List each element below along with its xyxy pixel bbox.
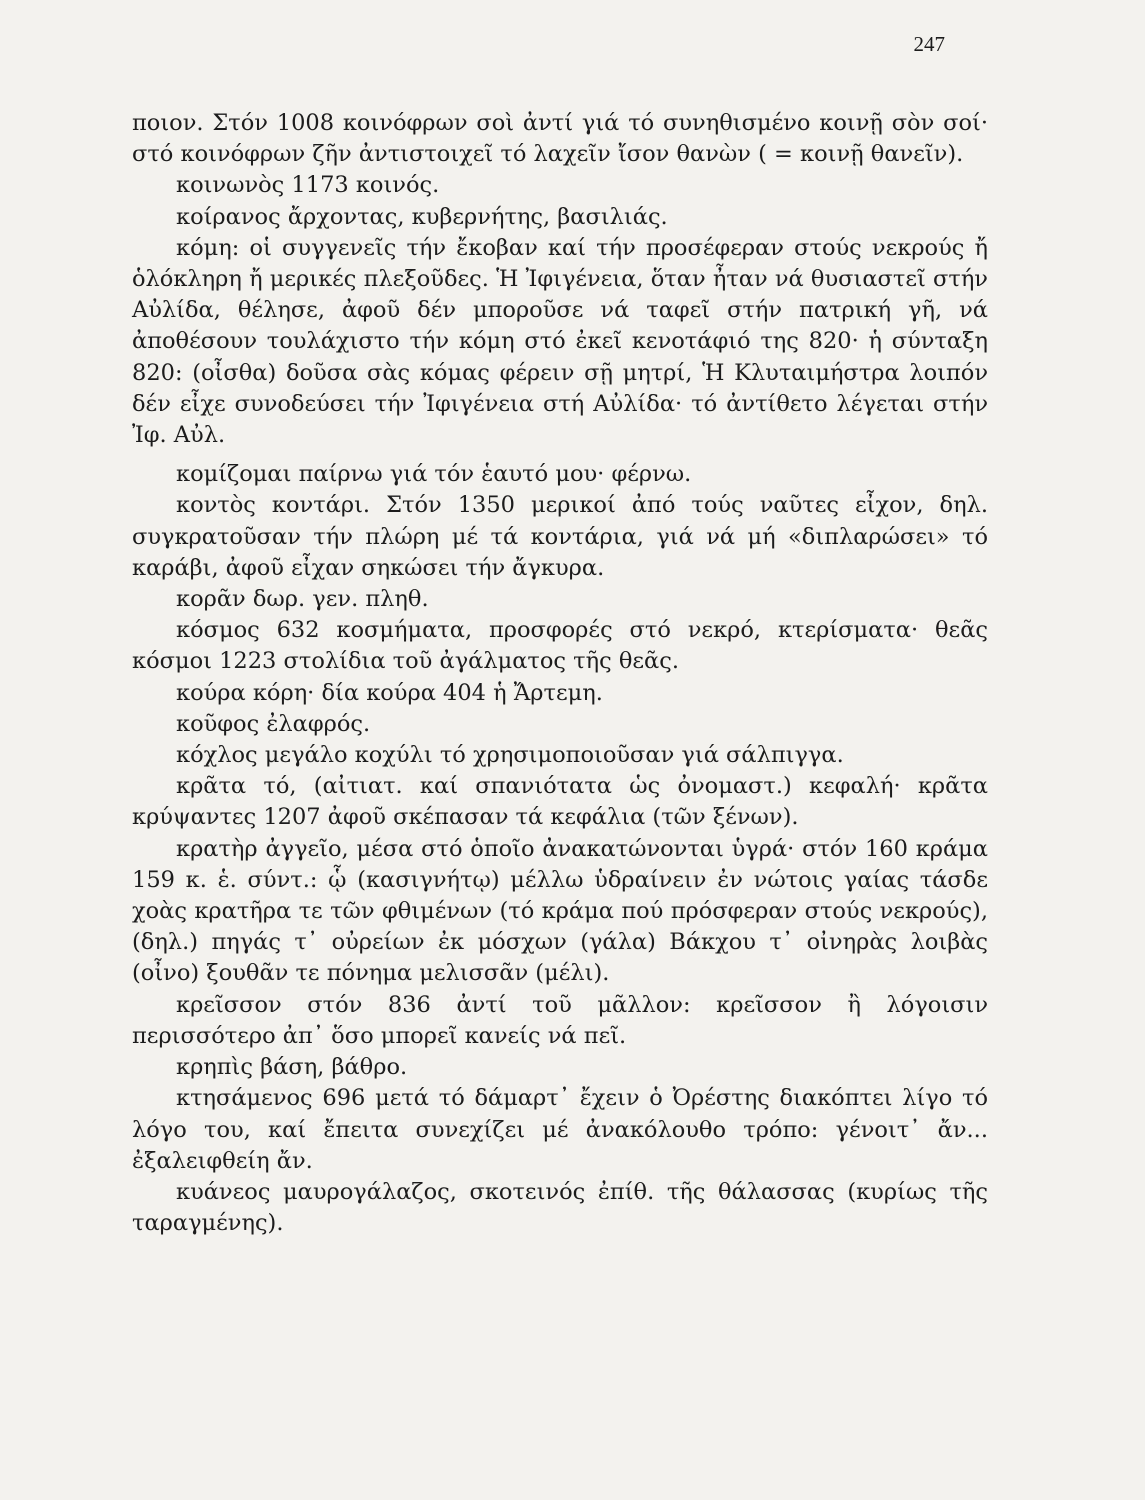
dictionary-entry: κοντὸς κοντάρι. Στόν 1350 μερικοί ἀπό τούς ναῦτες εἶχον, δηλ. συγκρατοῦσαν τήν πλώρη μέ τά κοντάρια, γιά νά μή «διπλαρώσει» τό καράβι, ἀφοῦ εἶχαν σηκώσει τήν ἄγκυρα. <box>132 492 988 581</box>
dictionary-entry: κρηπὶς βάση, βάθρο. <box>176 1054 408 1081</box>
dictionary-entry: κοίρανος ἄρχοντας, κυβερνήτης, βασιλιάς. <box>176 203 668 230</box>
dictionary-entry: κόσμος 632 κοσμήματα, προσφορές στό νεκρό, κτερίσματα· θεᾶς κόσμοι 1223 στολίδια τοῦ ἀγάλματος τῆς θεᾶς. <box>132 617 988 675</box>
dictionary-entry: κρᾶτα τό, (αἰτιατ. καί σπανιότατα ὡς ὀνομαστ.) κεφαλή· κρᾶτα κρύψαντες 1207 ἀφοῦ σκέπασαν τά κεφάλια (τῶν ξένων). <box>132 773 988 831</box>
dictionary-entry: ποιον. Στόν 1008 κοινόφρων σοὶ ἀντί γιά τό συνηθισμένο κοινῇ σὸν σοί· στό κοινόφρων ζῆν ἀντιστοιχεῖ τό λαχεῖν ἴσον θανὼν ( = κοινῇ θανεῖν). <box>132 110 988 168</box>
dictionary-entry: κυάνεος μαυρογάλαζος, σκοτεινός ἐπίθ. τῆς θάλασσας (κυρίως τῆς ταραγμένης). <box>132 1178 988 1237</box>
dictionary-entry: κορᾶν δωρ. γεν. πληθ. <box>176 586 429 613</box>
dictionary-entry: κόμη: οἱ συγγενεῖς τήν ἔκοβαν καί τήν προσέφεραν στούς νεκρούς ἤ ὁλόκληρη ἤ μερικές πλεξοῦδες. Ἡ Ἰφιγένεια, ὅταν ἦταν νά θυσιαστεῖ στήν Αὐλίδα, θέλησε, ἀφοῦ δέν μποροῦσε νά ταφεῖ στήν πατρική γῆ, νά ἀποθέσουν τουλάχιστο τήν κόμη στό ἐκεῖ κενοτάφιό της 820· ἡ σύνταξη 820: (οἶσθα) δοῦσα σὰς κόμας φέρειν σῇ μητρί, Ἡ Κλυταιμήστρα λοιπόν δέν εἶχε συνοδεύσει τήν Ἰφιγένεια στή Αὐλίδα· τό ἀντίθετο λέγεται στήν Ἰφ. Αὐλ. <box>132 234 988 449</box>
dictionary-entry: κόχλος μεγάλο κοχύλι τό χρησιμοποιοῦσαν γιά σάλπιγγα. <box>176 742 844 769</box>
dictionary-entry: κομίζομαι παίρνω γιά τόν ἑαυτό μου· φέρνω. <box>176 461 692 488</box>
dictionary-entry: κοῦφος ἐλαφρός. <box>176 710 371 737</box>
dictionary-entry: κούρα κόρη· δία κούρα 404 ἡ Ἄρτεμη. <box>176 679 603 706</box>
dictionary-entry: κοινωνὸς 1173 κοινός. <box>176 172 440 199</box>
dictionary-entry: κρατὴρ ἀγγεῖο, μέσα στό ὁποῖο ἀνακατώνονται ὑγρά· στόν 160 κράμα 159 κ. ἑ. σύντ.: ᾧ (κασιγνήτῳ) μέλλω ὑδραίνειν ἐν νώτοις γαίας τάσδε χοὰς κρατῆρα τε τῶν φθιμένων (τό κράμα πού πρόσφεραν στούς νεκρούς), (δηλ.) πηγάς τ᾽ οὐρείων ἐκ μόσχων (γάλα) Βάκχου τ᾽ οἰνηρὰς λοιβὰς (οἶνο) ξουθᾶν τε πόνημα μελισσᾶν (μέλι). <box>132 835 988 987</box>
dictionary-entry: κρεῖσσον στόν 836 ἀντί τοῦ μᾶλλον: κρεῖσσον ἢ λόγοισιν περισσότερο ἀπ᾽ ὅσο μπορεῖ κανείς νά πεῖ. <box>132 991 988 1049</box>
page-number: 247 <box>913 32 945 56</box>
dictionary-entry: κτησάμενος 696 μετά τό δάμαρτ᾽ ἔχειν ὁ Ὀρέστης διακόπτει λίγο τό λόγο του, καί ἔπειτα συνεχίζει μέ ἀνακόλουθο τρόπο: γένοιτ᾽ ἄν... ἐξαλειφθείη ἄν. <box>132 1085 988 1174</box>
dictionary-page-body <box>132 108 988 1239</box>
spacer <box>132 451 988 459</box>
